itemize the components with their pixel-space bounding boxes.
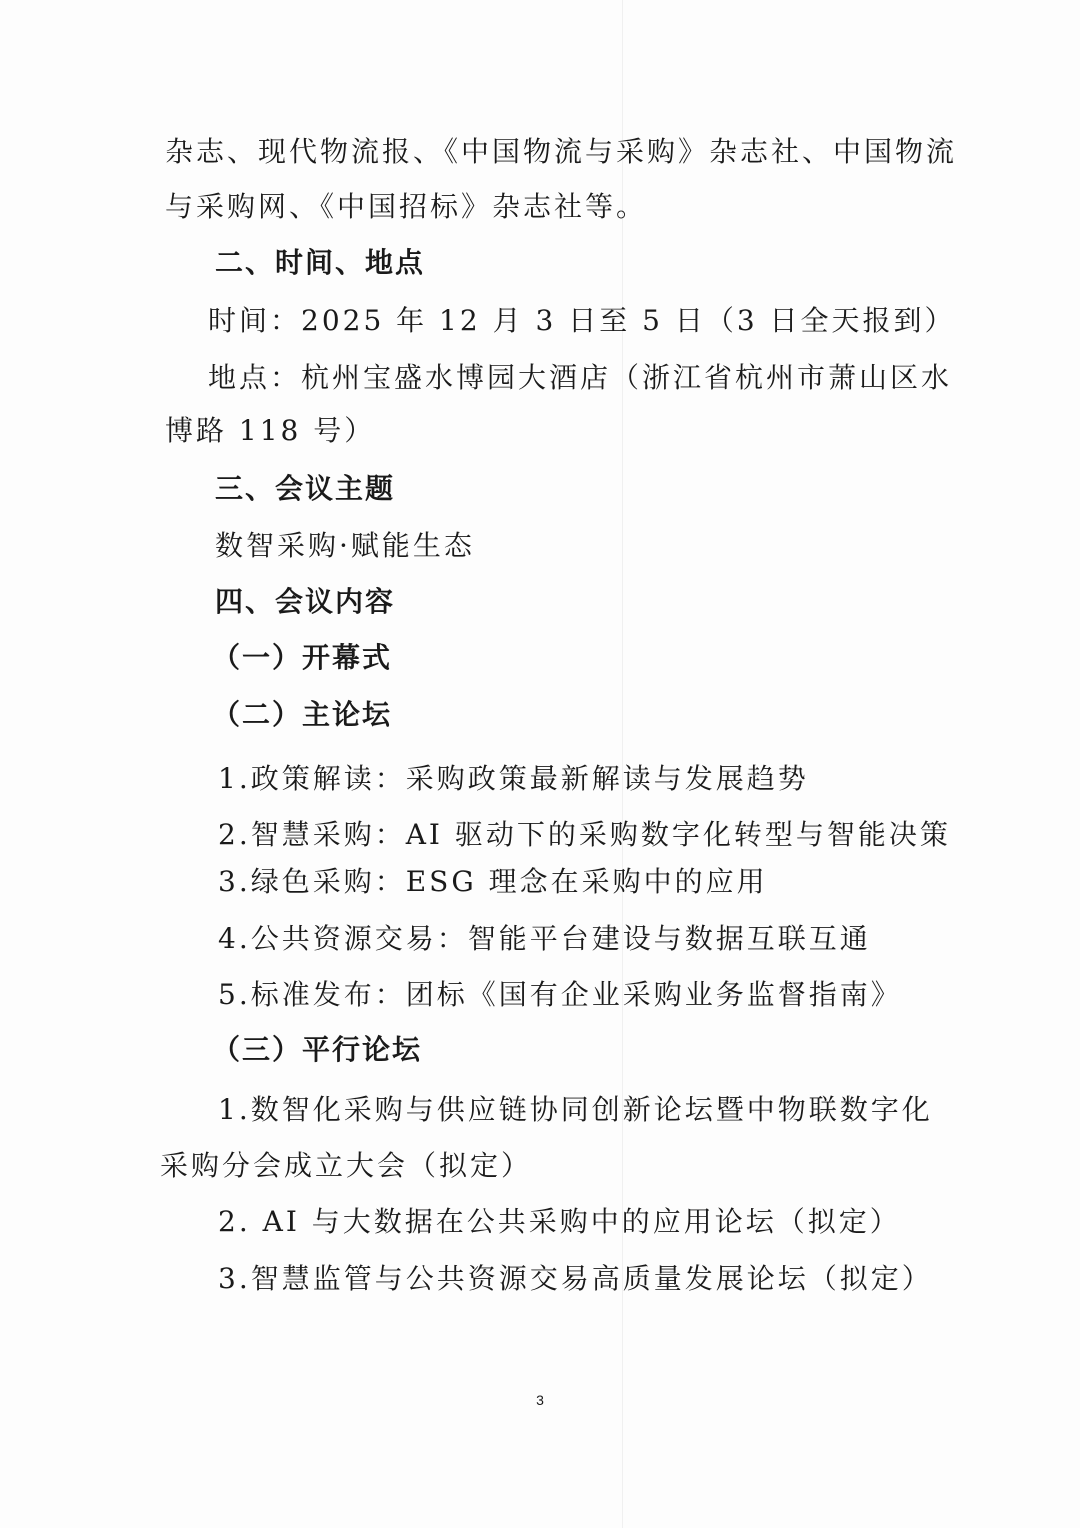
meeting-theme: 数智采购·赋能生态 — [215, 529, 475, 562]
main-forum-item: 5.标准发布：团标《国有企业采购业务监督指南》 — [218, 978, 902, 1011]
main-forum-item: 3.绿色采购：ESG 理念在采购中的应用 — [218, 865, 768, 898]
subheading-opening: （一）开幕式 — [212, 641, 393, 674]
section-heading-theme: 三、会议主题 — [215, 472, 396, 505]
main-forum-item: 2.智慧采购：AI 驱动下的采购数字化转型与智能决策 — [218, 818, 951, 851]
section-heading-content: 四、会议内容 — [215, 585, 396, 618]
intro-line-2: 与采购网、《中国招标》杂志社等。 — [165, 190, 648, 223]
parallel-forum-item-1-line-2: 采购分会成立大会（拟定） — [160, 1149, 533, 1182]
section-heading-time-location: 二、时间、地点 — [215, 246, 426, 279]
main-forum-item: 1.政策解读：采购政策最新解读与发展趋势 — [218, 762, 809, 795]
parallel-forum-item-1-line-1: 1.数智化采购与供应链协同创新论坛暨中物联数字化 — [218, 1093, 933, 1126]
meeting-location-line-2: 博路 118 号） — [165, 414, 376, 447]
intro-line-1: 杂志、现代物流报、《中国物流与采购》杂志社、中国物流 — [165, 135, 958, 168]
subheading-main-forum: （二）主论坛 — [212, 698, 393, 731]
subheading-parallel-forum: （三）平行论坛 — [212, 1033, 423, 1066]
meeting-time: 时间：2025 年 12 月 3 日至 5 日（3 日全天报到） — [208, 304, 956, 337]
parallel-forum-item-2: 2. AI 与大数据在公共采购中的应用论坛（拟定） — [218, 1205, 901, 1238]
meeting-location-line-1: 地点：杭州宝盛水博园大酒店（浙江省杭州市萧山区水 — [208, 361, 953, 394]
main-forum-item: 4.公共资源交易：智能平台建设与数据互联互通 — [218, 922, 871, 955]
page-number: 3 — [536, 1392, 544, 1408]
parallel-forum-item-3: 3.智慧监管与公共资源交易高质量发展论坛（拟定） — [218, 1262, 933, 1295]
